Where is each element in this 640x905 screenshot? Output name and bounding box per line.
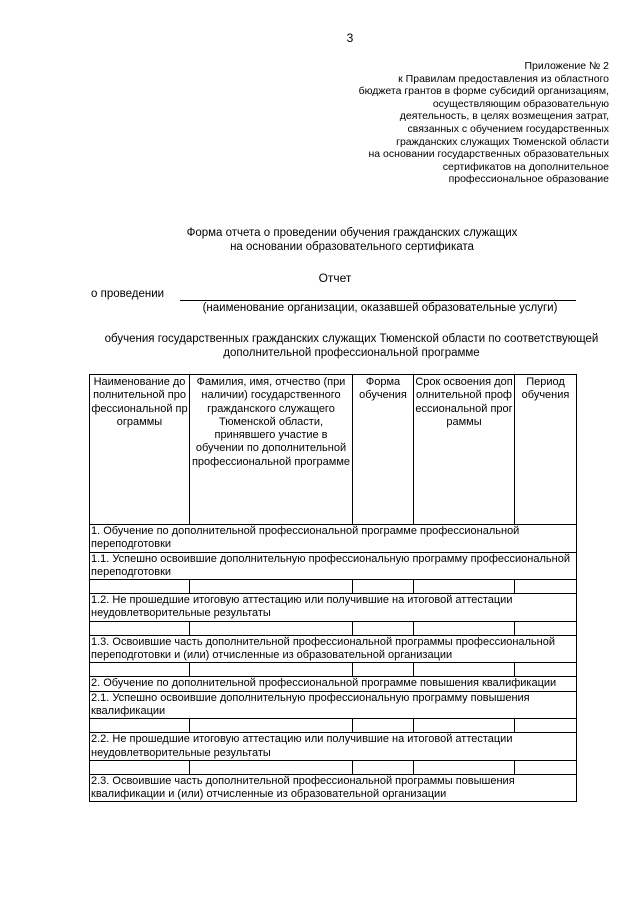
table-cell[interactable] bbox=[190, 760, 353, 774]
appendix-line: гражданских служащих Тюменской области bbox=[396, 135, 609, 148]
section-1: 1. Обучение по дополнительной профессиональной программе профессиональной переподготовки bbox=[90, 525, 577, 553]
section-1-1: 1.1. Успешно освоившие дополнительную профессиональную программу профессиональной переподготовки bbox=[90, 552, 577, 580]
report-title: Отчет bbox=[318, 271, 352, 285]
section-row bbox=[90, 594, 577, 622]
organization-fill-line bbox=[180, 300, 576, 301]
header-study-period: Период обучения bbox=[515, 375, 577, 525]
empty-data-row bbox=[90, 663, 577, 677]
section-row bbox=[90, 774, 577, 802]
section-row bbox=[90, 691, 577, 719]
table-cell[interactable] bbox=[353, 621, 414, 635]
table-cell[interactable] bbox=[414, 663, 515, 677]
table-cell[interactable] bbox=[353, 760, 414, 774]
table-cell[interactable] bbox=[190, 719, 353, 733]
table-cell[interactable] bbox=[353, 663, 414, 677]
empty-data-row bbox=[90, 621, 577, 635]
section-row bbox=[90, 733, 577, 761]
appendix-line: к Правилам предоставления из областного bbox=[398, 72, 609, 85]
section-2-3: 2.3. Освоившие часть дополнительной профессиональной программы повышения квалификации и (или) отчисленные из образовательной организации bbox=[90, 774, 577, 802]
section-2-2: 2.2. Не прошедшие итоговую аттестацию или получившие на итоговой аттестации неудовлетворительные результаты bbox=[90, 733, 577, 761]
section-2-1: 2.1. Успешно освоившие дополнительную профессиональную программу повышения квалификации bbox=[90, 691, 577, 719]
header-employee-name: Фамилия, имя, отчество (при наличии) государственного гражданского служащего Тюменской области, принявшего участие в обучении по дополнительной профессиональной программе bbox=[190, 375, 353, 525]
empty-data-row bbox=[90, 760, 577, 774]
table-header-row bbox=[90, 375, 577, 525]
table-cell[interactable] bbox=[90, 580, 190, 594]
section-row bbox=[90, 552, 577, 580]
appendix-line: связанных с обучением государственных bbox=[407, 122, 609, 135]
table-cell[interactable] bbox=[190, 621, 353, 635]
table-cell[interactable] bbox=[190, 580, 353, 594]
appendix-line: бюджета грантов в форме субсидий организациям, bbox=[358, 85, 609, 98]
appendix-line: Приложение № 2 bbox=[524, 60, 609, 72]
appendix-line: осуществляющим образовательную bbox=[432, 97, 609, 110]
appendix-line: на основании государственных образовательных bbox=[368, 148, 609, 161]
header-study-term: Срок освоения дополнительной профессиональной программы bbox=[414, 375, 515, 525]
appendix-line: деятельность, в целях возмещения затрат, bbox=[399, 110, 609, 123]
table-cell[interactable] bbox=[515, 719, 577, 733]
section-row bbox=[90, 635, 577, 663]
form-title-line: на основании образовательного сертификата bbox=[230, 240, 474, 253]
table-cell[interactable] bbox=[353, 719, 414, 733]
section-1-3: 1.3. Освоившие часть дополнительной профессиональной программы профессиональной переподготовки и (или) отчисленные из образовательной организации bbox=[90, 635, 577, 663]
header-study-form: Форма обучения bbox=[353, 375, 414, 525]
table-cell[interactable] bbox=[414, 719, 515, 733]
table-cell[interactable] bbox=[90, 719, 190, 733]
organization-caption: (наименование организации, оказавшей образовательные услуги) bbox=[202, 302, 558, 314]
table-cell[interactable] bbox=[90, 621, 190, 635]
form-title bbox=[0, 227, 640, 254]
program-caption: обучения государственных гражданских служащих Тюменской области по соответствующей дополнительной профессиональной программе bbox=[104, 333, 599, 359]
table-cell[interactable] bbox=[515, 760, 577, 774]
empty-data-row bbox=[90, 580, 577, 594]
appendix-header bbox=[279, 60, 609, 186]
table-cell[interactable] bbox=[90, 760, 190, 774]
table-cell[interactable] bbox=[190, 663, 353, 677]
appendix-line: сертификатов на дополнительное bbox=[442, 160, 609, 173]
page-number: 3 bbox=[346, 31, 354, 45]
report-table bbox=[89, 374, 577, 802]
section-1-2: 1.2. Не прошедшие итоговую аттестацию или получившие на итоговой аттестации неудовлетворительные результаты bbox=[90, 594, 577, 622]
table-cell[interactable] bbox=[90, 663, 190, 677]
empty-data-row bbox=[90, 719, 577, 733]
section-2: 2. Обучение по дополнительной профессиональной программе повышения квалификации bbox=[90, 677, 577, 691]
table-cell[interactable] bbox=[414, 621, 515, 635]
table-cell[interactable] bbox=[353, 580, 414, 594]
header-program-name: Наименование дополнительной профессиональной программы bbox=[90, 375, 190, 525]
about-label: о проведении bbox=[91, 288, 165, 300]
appendix-line: профессиональное образование bbox=[448, 173, 609, 186]
section-row bbox=[90, 525, 577, 553]
table-cell[interactable] bbox=[414, 760, 515, 774]
table-cell[interactable] bbox=[515, 663, 577, 677]
section-row bbox=[90, 677, 577, 691]
table-cell[interactable] bbox=[414, 580, 515, 594]
form-title-line: Форма отчета о проведении обучения гражданских служащих bbox=[186, 227, 518, 239]
table-cell[interactable] bbox=[515, 621, 577, 635]
table-cell[interactable] bbox=[515, 580, 577, 594]
